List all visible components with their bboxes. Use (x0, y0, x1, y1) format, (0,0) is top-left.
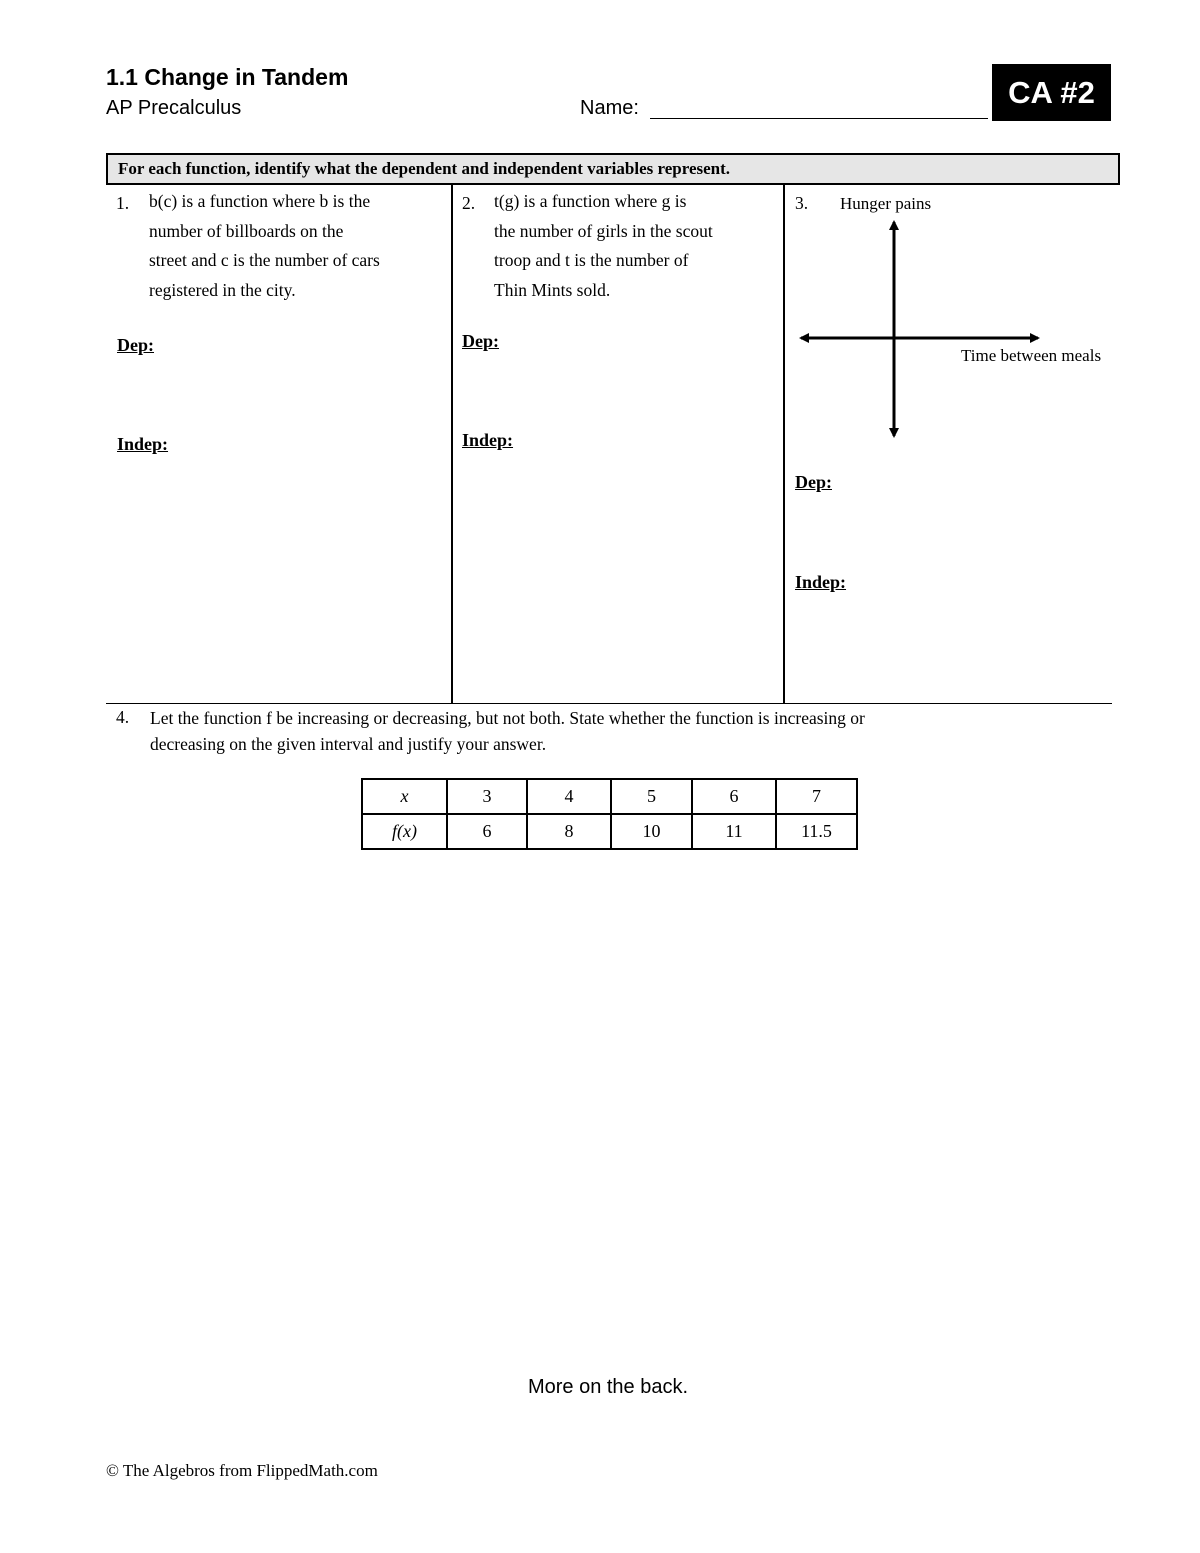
name-blank-line[interactable] (650, 118, 988, 119)
x-axis-label: Time between meals (961, 346, 1102, 365)
table-row-fx (362, 814, 857, 849)
name-label: Name: (580, 97, 639, 119)
copyright-footer: © The Algebros from FlippedMath.com (106, 1461, 378, 1480)
y-axis-label: Hunger pains (840, 194, 932, 213)
problem-4-text (150, 705, 1110, 757)
instructions-bar: For each function, identify what the dependent and independent variables represent. (106, 153, 1120, 185)
table-cell: 6 (692, 779, 776, 814)
assignment-badge: CA #2 (992, 64, 1111, 121)
problem-4-number: 4. (116, 707, 130, 727)
row-divider (106, 703, 1112, 704)
table-cell: 7 (776, 779, 857, 814)
problem-1-text (149, 187, 449, 305)
table-row-x (362, 779, 857, 814)
table-cell: 4 (527, 779, 611, 814)
table-cell: 11.5 (776, 814, 857, 849)
function-table (361, 778, 858, 850)
problem-2-line-4: Thin Mints sold. (494, 279, 611, 300)
table-cell: 5 (611, 779, 692, 814)
problem-2-number: 2. (462, 193, 476, 213)
problem-3-dep-label: Dep: (795, 472, 832, 492)
column-divider-2 (783, 184, 785, 704)
problem-2-text (494, 187, 779, 305)
table-header-x: x (362, 779, 447, 814)
problem-1-line-4: registered in the city. (149, 279, 296, 300)
table-header-fx: f(x) (362, 814, 447, 849)
table-cell: 3 (447, 779, 527, 814)
problem-1-dep-label: Dep: (117, 335, 154, 355)
problem-2-line-2: the number of girls in the scout (494, 220, 713, 241)
table-cell: 10 (611, 814, 692, 849)
more-on-back-note: More on the back. (527, 1376, 689, 1398)
worksheet-title: 1.1 Change in Tandem (106, 64, 349, 90)
table-cell: 8 (527, 814, 611, 849)
problem-2-line-3: troop and t is the number of (494, 250, 689, 270)
problem-1-number: 1. (116, 193, 130, 213)
problem-2-line-1: t(g) is a function where g is (494, 191, 687, 211)
problem-2-dep-label: Dep: (462, 331, 499, 351)
problem-1-line-1: b(c) is a function where b is the (149, 191, 371, 211)
problem-3-indep-label: Indep: (795, 572, 847, 592)
problem-2-indep-label: Indep: (462, 430, 514, 450)
problem-4-line-2: decreasing on the given interval and justify your answer. (150, 734, 547, 754)
problem-3-number: 3. (795, 193, 809, 213)
axes-sketch (795, 210, 1055, 445)
column-divider-1 (451, 184, 453, 704)
course-name: AP Precalculus (106, 97, 242, 119)
table-cell: 11 (692, 814, 776, 849)
problem-4-line-1: Let the function f be increasing or decreasing, but not both. State whether the function is increasing or (150, 708, 865, 728)
problem-1-line-3: street and c is the number of cars (149, 250, 380, 270)
table-cell: 6 (447, 814, 527, 849)
problem-1-line-2: number of billboards on the (149, 220, 344, 241)
problem-1-indep-label: Indep: (117, 434, 169, 454)
